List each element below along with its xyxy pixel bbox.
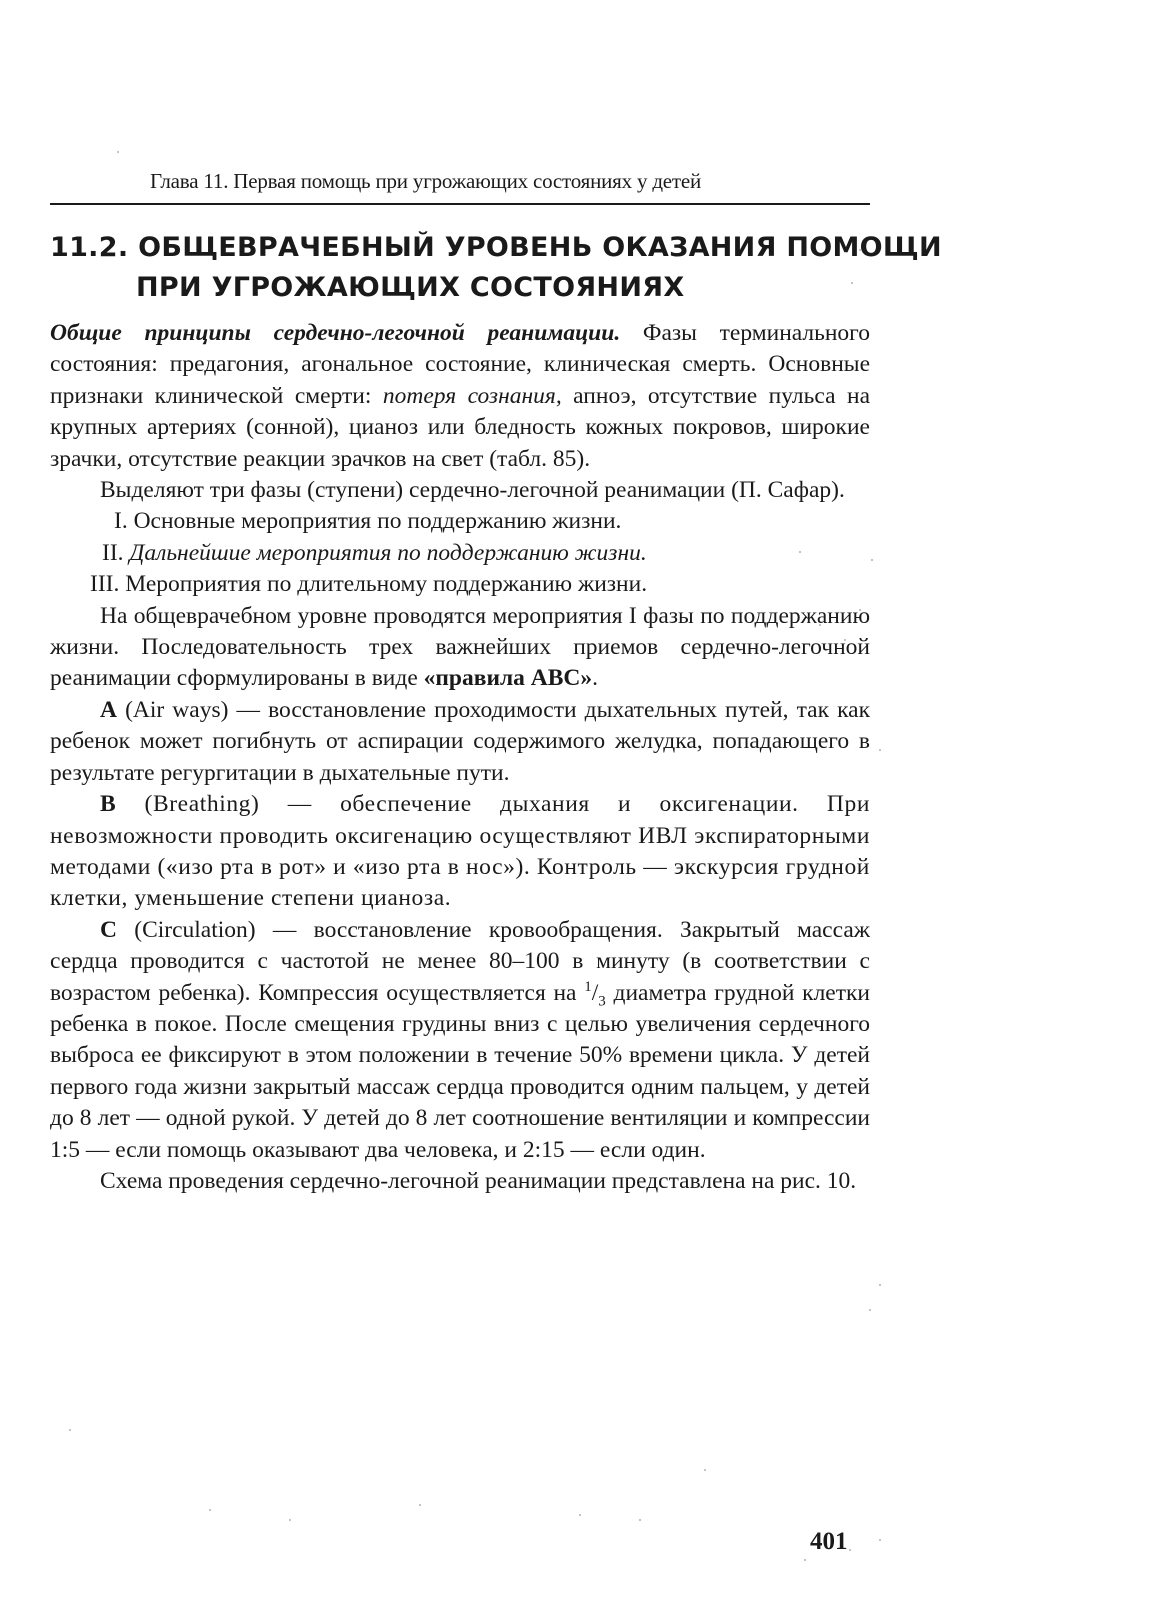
list-item-phase-1 xyxy=(50,506,870,537)
paragraph-circulation xyxy=(50,915,870,1166)
paragraph-text: апноэ, отсутствие пульса на крупных артериях (сонной), цианоз или бледность кожных покровов, широкие зрачки, отсутствие реакции зрачков на свет (табл. 85). xyxy=(50,382,871,472)
book-page xyxy=(50,0,942,1601)
paragraph-phases: Выделяют три фазы (ступени) сердечно-легочной реанимации (П. Сафар). xyxy=(100,477,845,504)
running-head: Глава 11. Первая помощь при угрожающих состояниях у детей xyxy=(150,169,702,193)
paragraph-text: На общеврачебном уровне проводятся мероприятия I фазы по поддержанию жизни. Последовательность трех важнейших приемов сердечно-легочной реанимации сформулированы в виде xyxy=(50,602,870,692)
paragraph-airways xyxy=(50,695,870,789)
section-title-line-2: ПРИ УГРОЖАЮЩИХ СОСТОЯНИЯХ xyxy=(136,272,685,303)
run-in-heading: Общие принципы сердечно-легочной реанимации. xyxy=(50,320,621,346)
paragraph-text: (Breathing) — обеспечение дыхания и оксигенации. При невозможности проводить оксигенацию осуществляют ИВЛ экспираторными методами («изо рта в рот» и «изо рта в нос»). Контроль — экскурсия грудной клетки, уменьшение степени цианоза. xyxy=(50,791,870,912)
paragraph-scheme: Схема проведения сердечно-легочной реанимации представлена на рис. 10. xyxy=(100,1167,857,1194)
paragraph-principles xyxy=(50,318,870,475)
header-rule xyxy=(50,203,870,205)
list-number: II. xyxy=(102,539,124,566)
list-text: Основные мероприятия по поддержанию жизни. xyxy=(133,508,622,535)
fraction-denominator: 3 xyxy=(598,993,606,1010)
fraction-one-third: $^1/_3$ xyxy=(584,978,606,1010)
section-title-line-1: ОБЩЕВРАЧЕБНЫЙ УРОВЕНЬ ОКАЗАНИЯ ПОМОЩИ xyxy=(138,232,942,263)
list-text: Мероприятия по длительному поддержанию жизни. xyxy=(125,571,648,598)
page-number: 401 xyxy=(810,1528,848,1555)
paragraph-abc-rule xyxy=(50,601,870,695)
list-item-phase-3 xyxy=(50,569,870,600)
paragraph-text: . xyxy=(592,665,599,692)
body-text xyxy=(50,318,870,1197)
paragraph-text: (Air ways) — восстановление проходимости дыхательных путей, так как ребенок может погибнуть от аспирации содержимого желудка, попадающего в результате регургитации в дыхательные пути. xyxy=(50,696,870,786)
section-heading-line-1 xyxy=(50,228,942,268)
letter-c: С xyxy=(100,916,117,943)
fraction-numerator: 1 xyxy=(584,978,592,995)
letter-a: А xyxy=(100,696,117,723)
paragraph-italic: потеря сознания, xyxy=(382,382,562,409)
abc-rule-bold: «правила ABC» xyxy=(423,665,593,692)
paragraph-text: (Circulation) — восстановление кровообращения. Закрытый массаж сердца проводится с частотой не менее 80–100 в минуту (в соответствии с возрастом ребенка). Компрессия осуществляется на xyxy=(50,916,870,1006)
list-text: Дальнейшие мероприятия по поддержанию жизни. xyxy=(129,539,647,566)
paragraph-text: диаметра грудной клетки ребенка в покое. После смещения грудины вниз с целью увеличения сердечного выброса ее фиксируют в этом положении в течение 50% времени цикла. У детей первого года жизни закрытый массаж сердца проводится одним пальцем, у детей до 8 лет — одной рукой. У детей до 8 лет соотношение вентиляции и компрессии 1:5 — если помощь оказывают два человека, и 2:15 — если один. xyxy=(50,979,870,1163)
list-number: III. xyxy=(90,571,120,598)
list-item-phase-2 xyxy=(50,538,870,569)
list-number: I. xyxy=(114,508,128,535)
letter-b: В xyxy=(100,791,117,818)
section-heading xyxy=(50,228,942,308)
paragraph-breathing xyxy=(50,789,870,915)
paragraph-text: Фазы терминального состояния: предагония, агональное состояние, клиническая смерть. Основные признаки клинической смерти: xyxy=(50,320,870,409)
section-number: 11.2. xyxy=(50,232,129,263)
